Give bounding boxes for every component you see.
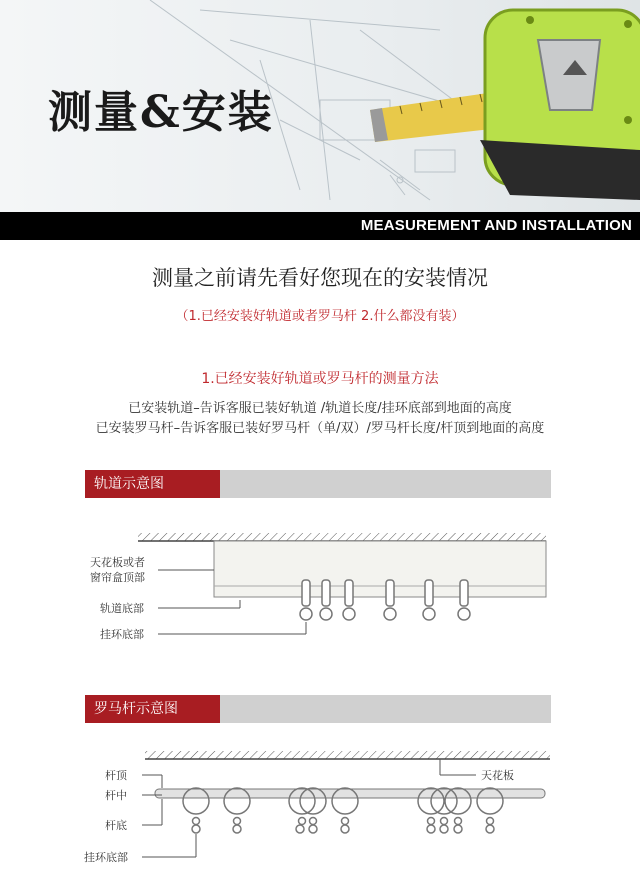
header-hero bbox=[0, 0, 640, 212]
callout-track-bottom: 轨道底部 bbox=[100, 602, 144, 615]
callout-rod-top: 杆顶 bbox=[105, 769, 127, 782]
section-banner bbox=[0, 212, 640, 240]
track-section-bar bbox=[85, 470, 551, 498]
track-ceiling bbox=[138, 533, 546, 541]
track-note: 已安装轨道–告诉客服已装好轨道 /轨道长度/挂环底部到地面的高度 bbox=[128, 401, 512, 416]
callout-ceiling-line1: 天花板或者 bbox=[90, 556, 145, 569]
callout-rod-ring-bottom: 挂环底部 bbox=[84, 851, 128, 864]
track-diagram bbox=[0, 530, 640, 650]
rod-ceiling bbox=[145, 751, 550, 759]
callout-rod-bottom: 杆底 bbox=[105, 819, 127, 832]
track-section-label: 轨道示意图 bbox=[85, 470, 220, 498]
method-title: 1.已经安装好轨道或罗马杆的测量方法 bbox=[201, 371, 439, 387]
tape-measure-image bbox=[360, 0, 640, 212]
callout-rod-middle: 杆中 bbox=[105, 789, 127, 802]
rod-section-label: 罗马杆示意图 bbox=[85, 695, 220, 723]
callout-ceiling-line2: 窗帘盒顶部 bbox=[90, 571, 145, 584]
rod-section-bar bbox=[85, 695, 551, 723]
track-box bbox=[214, 541, 546, 597]
intro-headline: 测量之前请先看好您现在的安装情况 bbox=[152, 266, 488, 290]
intro-options: （1.已经安装好轨道或者罗马杆 2.什么都没有装） bbox=[175, 309, 465, 324]
callout-ring-bottom: 挂环底部 bbox=[100, 628, 144, 641]
page-title: 测量&安装 bbox=[48, 87, 274, 138]
callout-ceiling: 天花板 bbox=[481, 769, 514, 782]
rod-pole bbox=[155, 789, 545, 798]
rod-diagram bbox=[0, 745, 640, 885]
rod-note: 已安装罗马杆–告诉客服已装好罗马杆（单/双）/罗马杆长度/杆顶到地面的高度 bbox=[95, 421, 545, 436]
banner-text: MEASUREMENT AND INSTALLATION bbox=[360, 217, 632, 234]
